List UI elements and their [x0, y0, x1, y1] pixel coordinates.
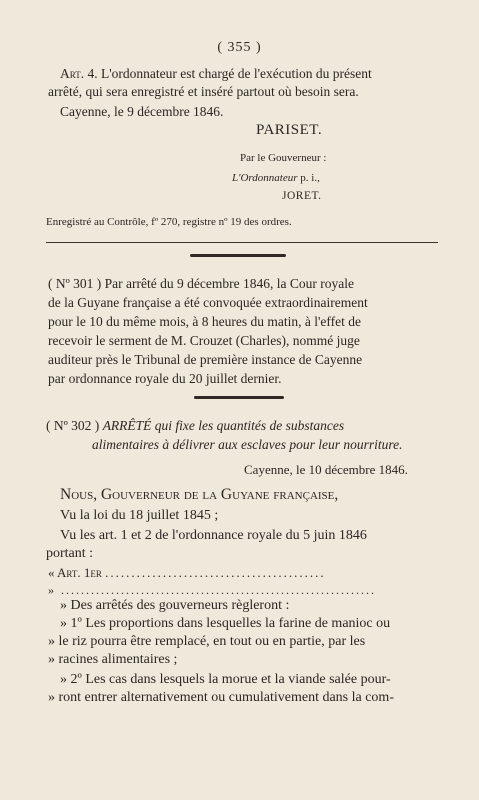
ordonnateur-title: L'Ordonnateur: [232, 172, 298, 184]
decree-302-title: ARRÊTÉ qui fixe les quantités de substances: [102, 418, 345, 433]
ordonnateur-line: [232, 172, 320, 184]
vu-loi: Vu la loi du 18 juillet 1845 ;: [60, 508, 219, 523]
ellipsis-line: » ...............................................................: [48, 583, 376, 597]
portant: portant :: [46, 546, 94, 561]
ornament-rule-1: [190, 254, 286, 257]
separator-rule-1: [46, 242, 438, 243]
registry-note: Enregistré au Contrôle, fº 270, registre nº 19 des ordres.: [46, 216, 292, 228]
by-governor: Par le Gouverneur :: [240, 152, 327, 164]
quote-line-6: » ront entrer alternativement ou cumulativement dans la com-: [48, 690, 394, 705]
place-date-1: Cayenne, le 9 décembre 1846.: [60, 104, 224, 119]
article-label: Art. 4.: [60, 66, 98, 81]
art-1-label: « Art. 1er: [48, 565, 102, 580]
decree-302-number: ( Nº 302 ): [46, 418, 100, 433]
decree-301-line-5: auditeur près le Tribunal de première instance de Cayenne: [48, 352, 363, 367]
vu-articles: Vu les art. 1 et 2 de l'ordonnance royale du 5 juin 1846: [60, 528, 367, 543]
quote-line-4: » racines alimentaires ;: [48, 652, 178, 667]
decree-301-line-2: de la Guyane française a été convoquée extraordinairement: [48, 295, 368, 310]
decree-301-line-3: pour le 10 du même mois, à 8 heures du matin, à l'effet de: [48, 314, 361, 329]
decree-301-line-6: par ordonnance royale du 20 juillet dernier.: [48, 371, 282, 386]
ordonnateur-pi: p. i.,: [297, 172, 320, 184]
page-number: ( 355 ): [217, 40, 262, 55]
decree-301-line-1: ( Nº 301 ) Par arrêté du 9 décembre 1846, la Cour royale: [48, 276, 354, 291]
nous-gouverneur: Nous, Gouverneur de la Guyane française,: [60, 486, 339, 503]
place-date-2: Cayenne, le 10 décembre 1846.: [244, 462, 408, 477]
article-4-line-1: [60, 66, 372, 82]
countersign-joret: JORET.: [282, 190, 322, 202]
signature-pariset: PARISET.: [256, 122, 323, 138]
quote-line-2: » 1º Les proportions dans lesquelles la farine de manioc ou: [60, 616, 391, 631]
art-1-line: [48, 565, 326, 581]
ornament-rule-2: [194, 396, 284, 399]
art-1-dots: ..........................................: [105, 565, 326, 580]
decree-301-line-4: recevoir le serment de M. Crouzet (Charles), nommé juge: [48, 333, 360, 348]
decree-302-heading-1: [46, 418, 344, 434]
quote-line-1: » Des arrêtés des gouverneurs règleront :: [60, 598, 290, 613]
quote-line-3: » le riz pourra être remplacé, en tout ou en partie, par les: [48, 634, 366, 649]
article-4-line-2: arrêté, qui sera enregistré et inséré partout où besoin sera.: [48, 84, 359, 99]
decree-302-heading-2: alimentaires à délivrer aux esclaves pour leur nourriture.: [92, 437, 403, 452]
quote-line-5: » 2º Les cas dans lesquels la morue et la viande salée pour-: [60, 672, 391, 687]
article-text: L'ordonnateur est chargé de l'exécution du présent: [97, 66, 372, 81]
